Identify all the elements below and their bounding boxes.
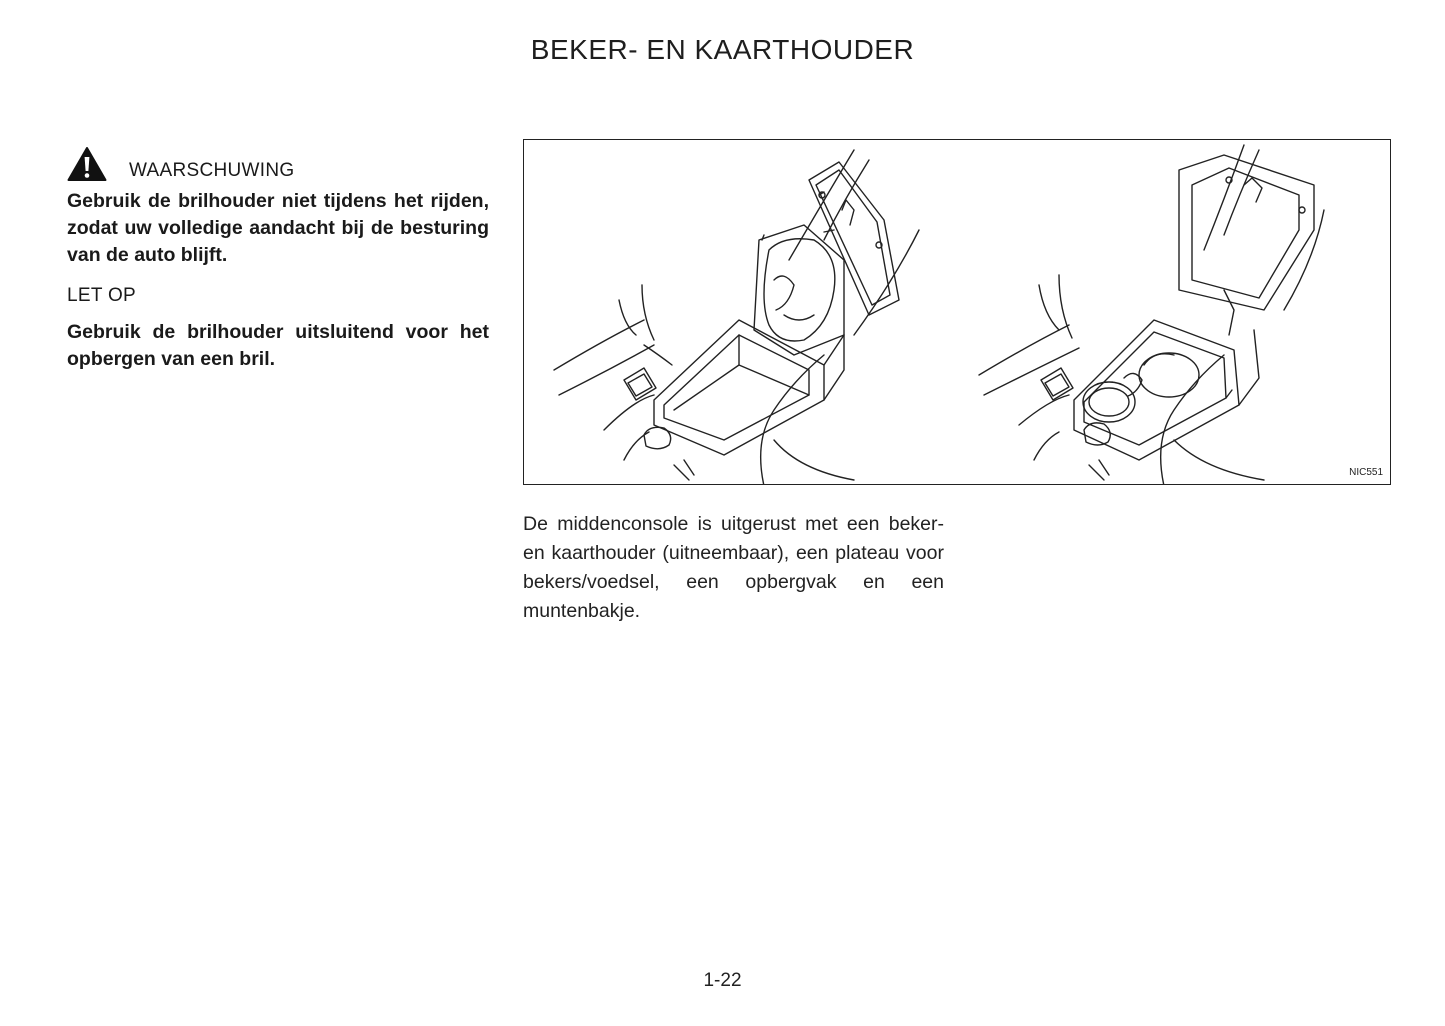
figure-code: NIC551: [1349, 467, 1383, 478]
page-title: BEKER- EN KAARTHOUDER: [530, 34, 915, 65]
caution-text: Gebruik de brilhouder uitsluitend voor het opbergen van een bril.: [67, 321, 489, 370]
left-console-view: [554, 150, 919, 485]
warning-text: Gebruik de brilhouder niet tijdens het rijden, zodat uw volledige aandacht bij de besturing van de auto blijft.: [67, 190, 489, 266]
warning-column: [67, 140, 489, 373]
body-paragraph: De middenconsole is uitgerust met een beker- en kaarthouder (uitneembaar), een plateau voor bekers/voedsel, een opbergvak en een muntenbakje.: [523, 513, 944, 622]
warning-header: [67, 140, 489, 182]
console-illustration: [523, 139, 1391, 485]
page-number: 1-22: [703, 970, 742, 991]
console-drawing: [524, 140, 1391, 485]
caution-title: LET OP: [67, 285, 137, 306]
right-console-view: [979, 145, 1324, 485]
warning-triangle-icon: [67, 146, 107, 182]
warning-title: WAARSCHUWING: [129, 160, 295, 181]
